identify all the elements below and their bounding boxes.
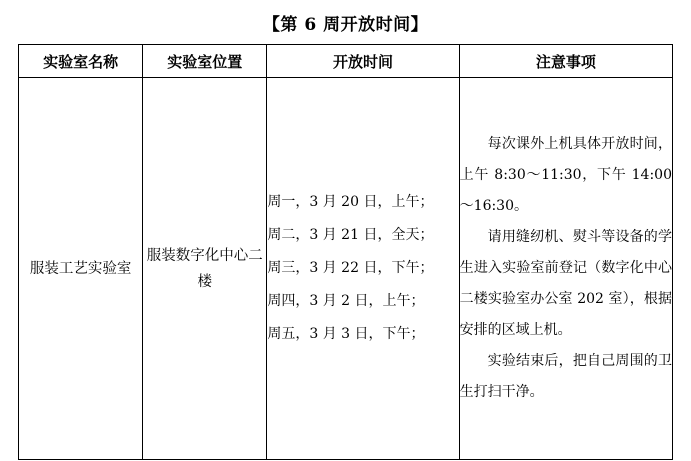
cell-notes bbox=[459, 78, 672, 460]
list-item: 周一，3 月 20 日，上午； bbox=[267, 194, 434, 210]
note-paragraph: 请用缝纫机、熨斗等设备的学生进入实验室前登记（数字化中心二楼实验室办公室 202 室），根据安排的区域上机。 bbox=[459, 229, 672, 338]
open-time-list bbox=[267, 186, 458, 351]
table-header bbox=[19, 45, 673, 78]
cell-lab-name: 服装工艺实验室 bbox=[19, 78, 143, 460]
table-body bbox=[19, 78, 673, 460]
table-row bbox=[19, 78, 673, 460]
list-item: 周五，3 月 3 日，下午； bbox=[267, 326, 425, 342]
list-item: 周三，3 月 22 日，下午； bbox=[267, 260, 434, 276]
note-paragraph: 每次课外上机具体开放时间，上午 8:30～11:30，下午 14:00～16:30。 bbox=[459, 136, 672, 214]
list-item: 周二，3 月 21 日，全天； bbox=[267, 227, 434, 243]
lab-schedule-table bbox=[18, 44, 673, 460]
cell-open-time bbox=[267, 78, 459, 460]
page-title: 【第 6 周开放时间】 bbox=[262, 15, 429, 35]
table-header-row bbox=[19, 45, 673, 78]
column-header-lab-location: 实验室位置 bbox=[143, 45, 267, 78]
list-item: 周四，3 月 2 日，上午； bbox=[267, 293, 425, 309]
cell-lab-location: 服装数字化中心二楼 bbox=[143, 78, 267, 460]
column-header-notes: 注意事项 bbox=[459, 45, 672, 78]
column-header-open-time: 开放时间 bbox=[267, 45, 459, 78]
column-header-lab-name: 实验室名称 bbox=[19, 45, 143, 78]
note-paragraph: 实验结束后，把自己周围的卫生打扫干净。 bbox=[459, 353, 672, 400]
